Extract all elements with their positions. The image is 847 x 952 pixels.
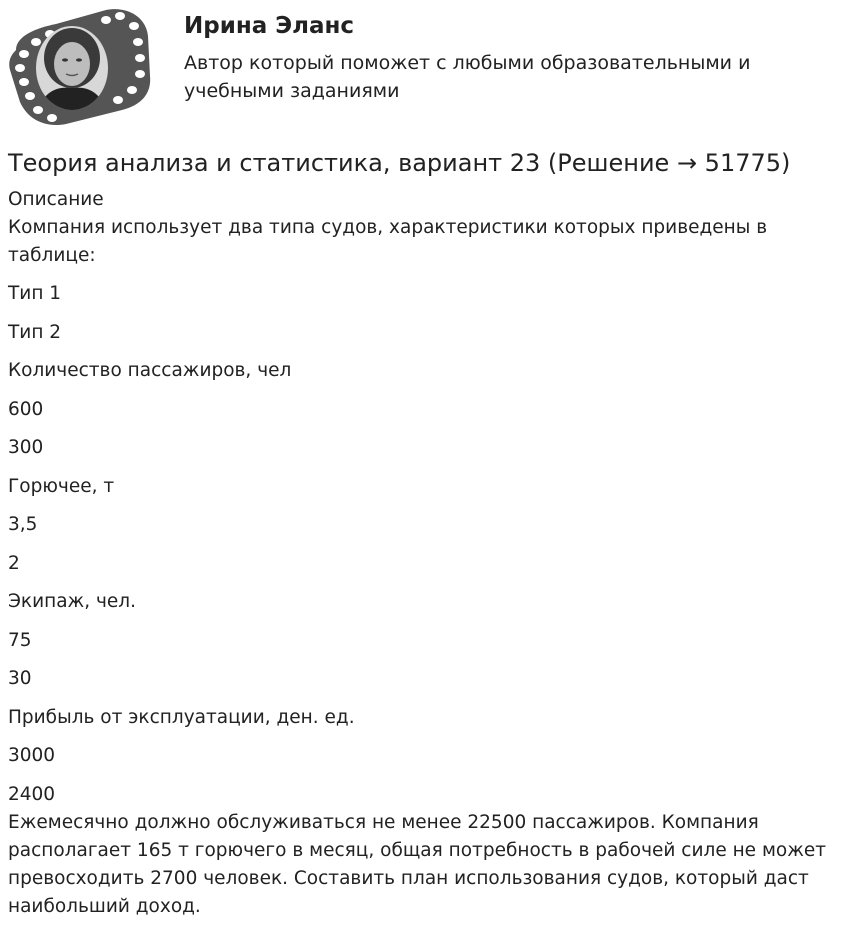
- list-item: 3,5: [8, 514, 38, 535]
- list-item: 2: [8, 552, 20, 574]
- section-label-description: Описание: [8, 189, 104, 210]
- list-item: 2400: [8, 783, 56, 805]
- intro-paragraph: Компания использует два типа судов, характеристики которых приведены в таблице:: [8, 217, 768, 266]
- avatar-film-frame-image: [6, 6, 152, 126]
- list-item: 75: [8, 629, 32, 651]
- list-item: Тип 2: [8, 321, 62, 343]
- document-content: [8, 186, 828, 921]
- list-item: Тип 1: [8, 283, 62, 304]
- author-description: Автор который поможет с любыми образовательными и учебными заданиями: [184, 52, 751, 102]
- list-item: Количество пассажиров, чел: [8, 360, 292, 381]
- table-values-list: [8, 280, 828, 809]
- author-header: [0, 0, 847, 130]
- list-item: Экипаж, чел.: [8, 591, 136, 612]
- list-item: 30: [8, 668, 32, 689]
- list-item: 300: [8, 437, 44, 458]
- avatar[interactable]: [6, 6, 152, 126]
- author-name[interactable]: Ирина Эланс: [184, 13, 355, 39]
- list-item: Прибыль от эксплуатации, ден. ед.: [8, 706, 355, 728]
- page-title: Теория анализа и статистика, вариант 23 (Решение → 51775): [8, 149, 791, 177]
- list-item: 3000: [8, 745, 56, 766]
- list-item: Горючее, т: [8, 475, 115, 497]
- list-item: 600: [8, 398, 44, 420]
- closing-paragraph: Ежемесячно должно обслуживаться не менее 22500 пассажиров. Компания располагает 165 т горючего в месяц, общая потребность в рабочей силе не может превосходить 2700 человек. Составить план использования судов, который даст наибольший доход.: [8, 811, 827, 917]
